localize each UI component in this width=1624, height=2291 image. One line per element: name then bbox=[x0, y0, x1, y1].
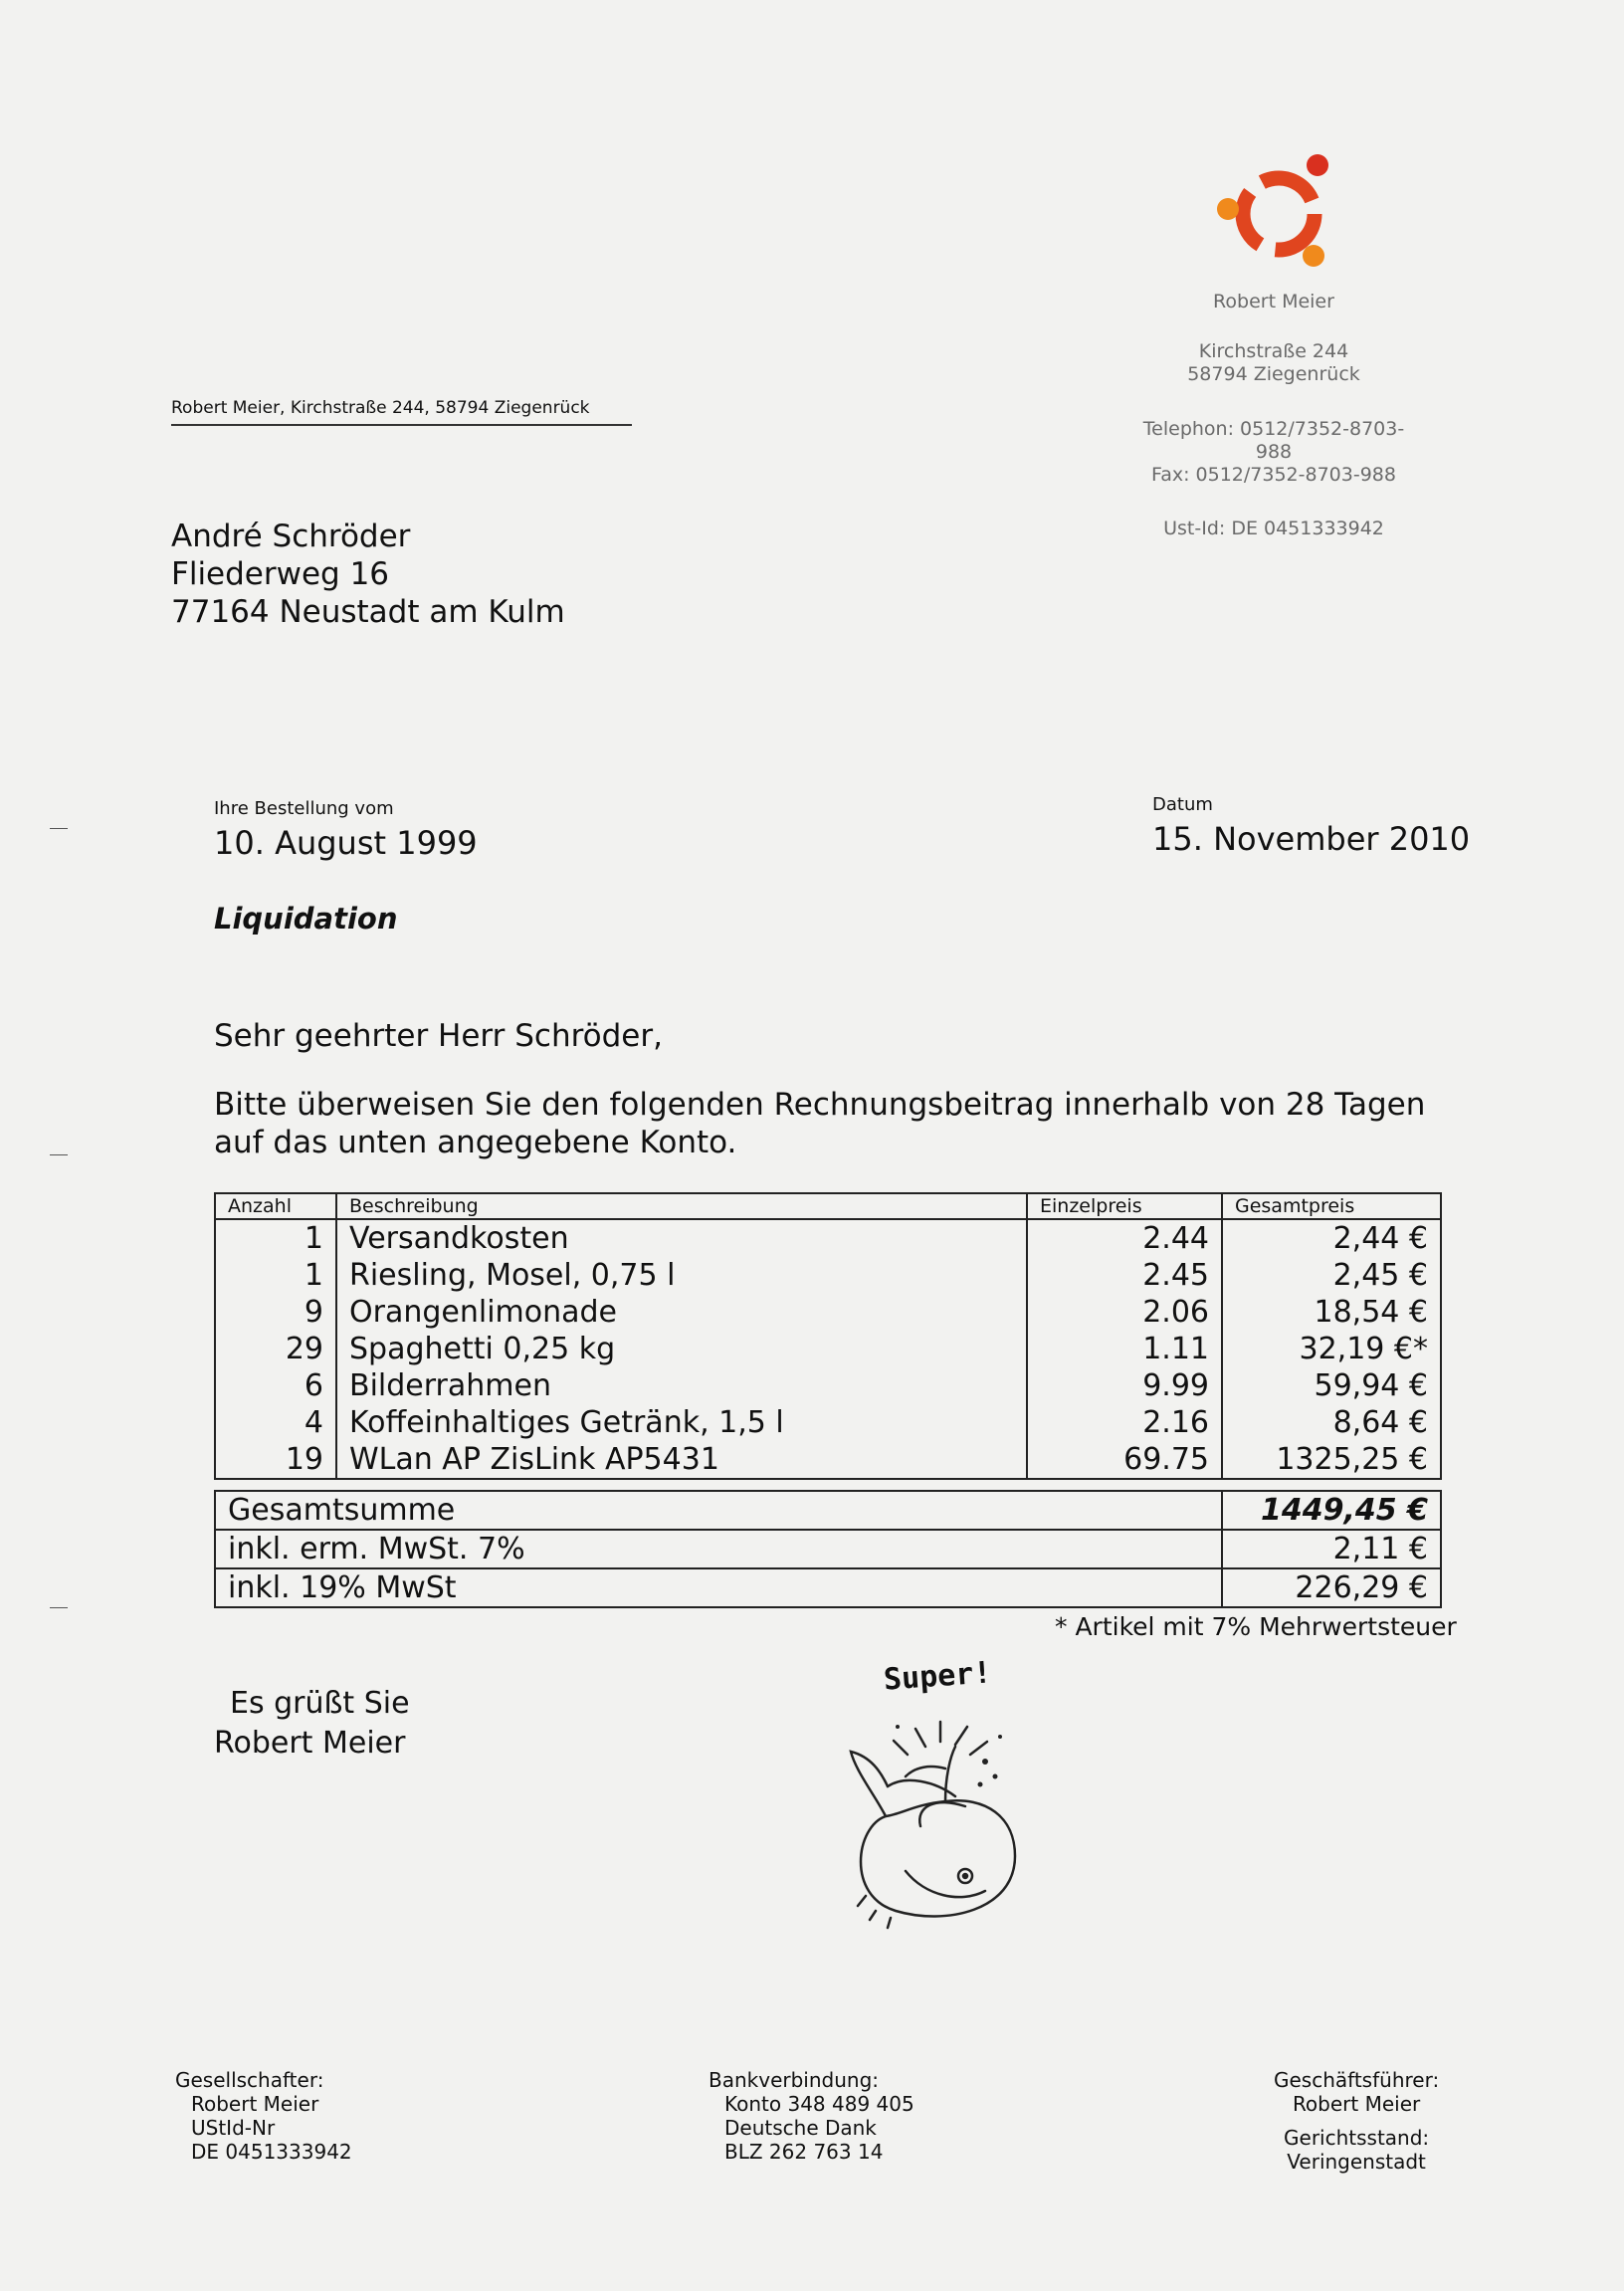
table-row bbox=[215, 1294, 1441, 1331]
table-row bbox=[215, 1367, 1441, 1404]
footer-manager-name: Robert Meier bbox=[1292, 2092, 1421, 2116]
item-unit-price: 2.16 bbox=[1027, 1404, 1222, 1441]
col-header-total: Gesamtpreis bbox=[1222, 1193, 1441, 1219]
footer-bank-account: Konto 348 489 405 bbox=[724, 2092, 914, 2116]
table-row bbox=[215, 1331, 1441, 1367]
sender-street: Kirchstraße 244 bbox=[1198, 340, 1349, 362]
punch-mark bbox=[50, 1154, 68, 1155]
footer-partner-name: Robert Meier bbox=[191, 2092, 319, 2116]
recipient-street: Fliederweg 16 bbox=[171, 556, 390, 592]
table-row bbox=[215, 1404, 1441, 1441]
item-unit-price: 9.99 bbox=[1027, 1367, 1222, 1404]
intro-line: Bitte überweisen Sie den folgenden Rechnungsbeitrag innerhalb von 28 Tagen bbox=[214, 1087, 1426, 1123]
item-unit-price: 69.75 bbox=[1027, 1441, 1222, 1479]
salutation: Sehr geehrter Herr Schröder, bbox=[214, 1018, 663, 1054]
sum-label: Gesamtsumme bbox=[215, 1491, 1222, 1530]
item-total: 18,54 € bbox=[1222, 1294, 1441, 1331]
footer-ustid-label: UStId-Nr bbox=[191, 2116, 276, 2140]
item-qty: 19 bbox=[215, 1441, 336, 1479]
col-header-qty: Anzahl bbox=[215, 1193, 336, 1219]
footer-bank bbox=[709, 2068, 914, 2164]
item-unit-price: 2.06 bbox=[1027, 1294, 1222, 1331]
sender-phone-cont: 988 bbox=[1255, 441, 1293, 463]
item-desc: Spaghetti 0,25 kg bbox=[336, 1331, 1027, 1367]
item-unit-price: 2.44 bbox=[1027, 1219, 1222, 1257]
footer-bank-title: Bankverbindung: bbox=[709, 2068, 880, 2092]
fold-mark bbox=[50, 1607, 68, 1608]
footer-bank-name: Deutsche Dank bbox=[724, 2116, 877, 2140]
footer-management bbox=[1274, 2068, 1439, 2174]
footnote: * Artikel mit 7% Mehrwertsteuer bbox=[1055, 1612, 1457, 1641]
vat19-value: 226,29 € bbox=[1222, 1568, 1441, 1607]
subject-title: Liquidation bbox=[214, 902, 398, 936]
item-total: 2,44 € bbox=[1222, 1219, 1441, 1257]
item-qty: 1 bbox=[215, 1219, 336, 1257]
recipient-address bbox=[171, 518, 565, 631]
table-header-row bbox=[215, 1193, 1441, 1219]
footer-court-title: Gerichtsstand: bbox=[1284, 2126, 1430, 2150]
item-unit-price: 1.11 bbox=[1027, 1331, 1222, 1367]
fold-mark bbox=[50, 828, 68, 829]
ubuntu-logo-icon bbox=[1214, 149, 1343, 279]
table-row bbox=[215, 1441, 1441, 1479]
item-desc: Versandkosten bbox=[336, 1219, 1027, 1257]
vat-row bbox=[215, 1530, 1441, 1568]
intro-text bbox=[214, 1086, 1425, 1161]
footer-partners bbox=[175, 2068, 352, 2164]
item-desc: WLan AP ZisLink AP5431 bbox=[336, 1441, 1027, 1479]
item-qty: 29 bbox=[215, 1331, 336, 1367]
item-qty: 6 bbox=[215, 1367, 336, 1404]
closing-signature-name: Robert Meier bbox=[214, 1726, 406, 1761]
item-qty: 9 bbox=[215, 1294, 336, 1331]
sender-phone: Telephon: 0512/7352-8703- bbox=[1142, 418, 1405, 440]
sender-city: 58794 Ziegenrück bbox=[1187, 363, 1360, 385]
sender-fax: Fax: 0512/7352-8703-988 bbox=[1151, 464, 1396, 486]
footer-court-place: Veringenstadt bbox=[1287, 2150, 1426, 2174]
invoice-items-table bbox=[214, 1192, 1442, 1480]
item-qty: 1 bbox=[215, 1257, 336, 1294]
total-row bbox=[215, 1491, 1441, 1530]
item-total: 2,45 € bbox=[1222, 1257, 1441, 1294]
vat19-label: inkl. 19% MwSt bbox=[215, 1568, 1222, 1607]
table-row bbox=[215, 1257, 1441, 1294]
col-header-unit: Einzelpreis bbox=[1027, 1193, 1222, 1219]
sender-address bbox=[1095, 340, 1453, 386]
item-qty: 4 bbox=[215, 1404, 336, 1441]
return-address: Robert Meier, Kirchstraße 244, 58794 Ziegenrück bbox=[171, 398, 632, 426]
stamp-text: Super! bbox=[882, 1655, 993, 1698]
whale-drawing-icon bbox=[836, 1657, 1045, 1936]
datum-label: Datum bbox=[1152, 794, 1213, 815]
vat-row bbox=[215, 1568, 1441, 1607]
item-desc: Koffeinhaltiges Getränk, 1,5 l bbox=[336, 1404, 1027, 1441]
sender-name: Robert Meier bbox=[1213, 291, 1334, 312]
invoice-date: 15. November 2010 bbox=[1152, 820, 1471, 858]
recipient-city: 77164 Neustadt am Kulm bbox=[171, 594, 565, 630]
vat7-value: 2,11 € bbox=[1222, 1530, 1441, 1568]
sender-contact bbox=[1095, 418, 1453, 487]
order-label: Ihre Bestellung vom bbox=[214, 798, 394, 819]
sum-value: 1449,45 € bbox=[1222, 1491, 1441, 1530]
item-total: 1325,25 € bbox=[1222, 1441, 1441, 1479]
footer-bank-code: BLZ 262 763 14 bbox=[724, 2140, 884, 2164]
closing bbox=[214, 1684, 410, 1764]
item-total: 59,94 € bbox=[1222, 1367, 1441, 1404]
order-date: 10. August 1999 bbox=[214, 824, 478, 862]
totals-table bbox=[214, 1490, 1442, 1608]
sender-vat-id: Ust-Id: DE 0451333942 bbox=[1163, 518, 1384, 539]
intro-line: auf das unten angegebene Konto. bbox=[214, 1125, 737, 1160]
footer-ustid-value: DE 0451333942 bbox=[191, 2140, 352, 2164]
closing-greeting: Es grüßt Sie bbox=[230, 1686, 410, 1721]
item-total: 32,19 €* bbox=[1222, 1331, 1441, 1367]
item-desc: Orangenlimonade bbox=[336, 1294, 1027, 1331]
col-header-desc: Beschreibung bbox=[336, 1193, 1027, 1219]
item-desc: Bilderrahmen bbox=[336, 1367, 1027, 1404]
table-row bbox=[215, 1219, 1441, 1257]
footer-partners-title: Gesellschafter: bbox=[175, 2068, 324, 2092]
vat7-label: inkl. erm. MwSt. 7% bbox=[215, 1530, 1222, 1568]
recipient-name: André Schröder bbox=[171, 519, 411, 554]
item-total: 8,64 € bbox=[1222, 1404, 1441, 1441]
item-unit-price: 2.45 bbox=[1027, 1257, 1222, 1294]
item-desc: Riesling, Mosel, 0,75 l bbox=[336, 1257, 1027, 1294]
footer-manager-title: Geschäftsführer: bbox=[1274, 2068, 1440, 2092]
